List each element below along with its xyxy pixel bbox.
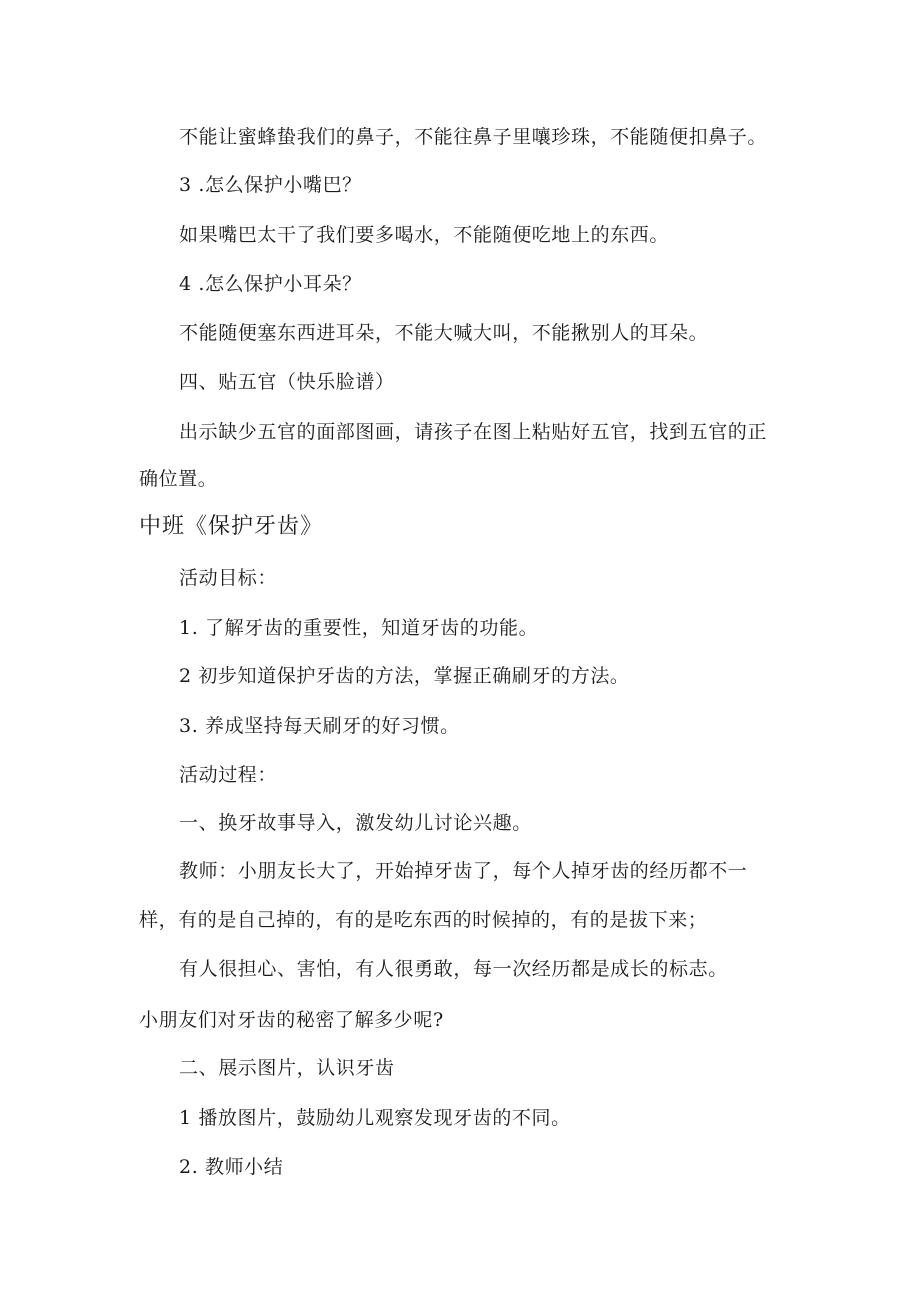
goal-2: 2 初步知道保护牙齿的方法，掌握正确刷牙的方法。	[179, 665, 630, 687]
teacher-speech-line2: 样，有的是自己掉的，有的是吃东西的时候掉的，有的是拔下来；	[139, 909, 708, 931]
lesson-title: 中班《保护牙齿》	[139, 514, 324, 539]
goals-heading: 活动目标：	[179, 567, 278, 589]
goal-1: 1. 了解牙齿的重要性，知道牙齿的功能。	[179, 617, 539, 639]
question-mouth: 3 .怎么保护小嘴巴？	[179, 174, 362, 196]
paragraph-face-activity-line2: 确位置。	[139, 468, 218, 490]
process-heading: 活动过程：	[179, 764, 278, 786]
paragraph-mouth-care: 如果嘴巴太干了我们要多喝水，不能随便吃地上的东西。	[179, 224, 670, 246]
paragraph-ear-care: 不能随便塞东西进耳朵，不能大喊大叫，不能揪别人的耳朵。	[179, 322, 709, 344]
paragraph-nose-care: 不能让蜜蜂蛰我们的鼻子，不能往鼻子里嚷珍珠，不能随便扣鼻子。	[179, 126, 768, 148]
step-1-heading: 一、换牙故事导入，激发幼儿讨论兴趣。	[179, 812, 532, 834]
paragraph-face-activity-line1: 出示缺少五官的面部图画，请孩子在图上粘贴好五官，找到五官的正	[179, 421, 768, 443]
goal-3: 3. 养成坚持每天刷牙的好习惯。	[179, 715, 460, 737]
teacher-speech-line4: 小朋友们对牙齿的秘密了解多少呢?	[139, 1009, 444, 1031]
section-heading-face: 四、贴五官（快乐脸谱）	[179, 371, 395, 393]
teacher-speech-line1: 教师：小朋友长大了，开始掉牙齿了，每个人掉牙齿的经历都不一	[179, 860, 748, 882]
step-2-item-1: 1 播放图片，鼓励幼儿观察发现牙齿的不同。	[179, 1107, 571, 1129]
teacher-speech-line3: 有人很担心、害怕，有人很勇敢，每一次经历都是成长的标志。	[179, 958, 728, 980]
step-2-item-2: 2. 教师小结	[179, 1156, 284, 1178]
step-2-heading: 二、展示图片，认识牙齿	[179, 1057, 395, 1079]
question-ear: 4 .怎么保护小耳朵？	[179, 273, 362, 295]
